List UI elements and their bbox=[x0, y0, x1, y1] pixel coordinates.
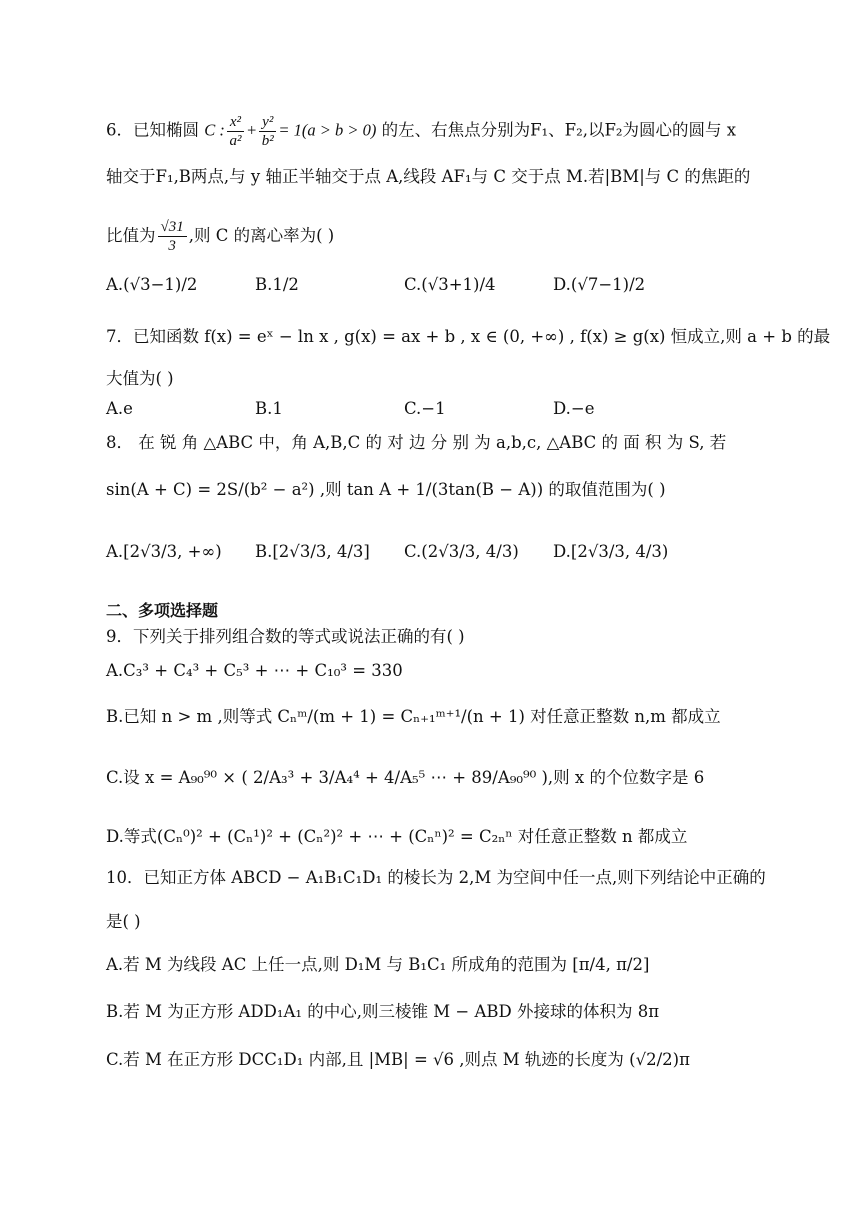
q8-line2: sin(A + C) = 2S/(b² − a²) ,则 tan A + 1/(3tan(B − A)) 的取值范围为( ) bbox=[106, 480, 666, 499]
q6-line2: 轴交于F₁,B两点,与 y 轴正半轴交于点 A,线段 AF₁与 C 交于点 M.若|BM|与 C 的焦距的 bbox=[106, 167, 751, 186]
q6-ratio: $\frac{√31}{3}$ bbox=[158, 218, 187, 255]
q10-stem-line1: 10．已知正方体 ABCD − A₁B₁C₁D₁ 的棱长为 2,M 为空间中任一点,则下列结论中正确的 bbox=[106, 868, 766, 887]
q6-option-c: C.(√3+1)/4 bbox=[404, 275, 496, 294]
q6-line1-pre: 6．已知椭圆 bbox=[106, 120, 199, 140]
q6-ellipse-formula: C : $\frac{\text{x²}}{\text{a²}}$ + $\frac{\text{y²}}{\text{b²}}$ = 1(a > b > 0) bbox=[204, 114, 377, 149]
q8-line1: 8． 在 锐 角 △ABC 中，角 A,B,C 的 对 边 分 别 为 a,b,c, △ABC 的 面 积 为 S, 若 bbox=[106, 433, 727, 452]
q9-option-a: A.C₃³ + C₄³ + C₅³ + ⋯ + C₁₀³ = 330 bbox=[106, 661, 403, 680]
q8-option-a: A.[2√3/3, +∞) bbox=[106, 542, 222, 561]
q6-option-a: A.(√3−1)/2 bbox=[106, 275, 198, 294]
q8-option-c: C.(2√3/3, 4/3) bbox=[404, 542, 519, 561]
q7-option-a: A.e bbox=[106, 399, 133, 418]
q7-line1: 7．已知函数 f(x) = eˣ − ln x , g(x) = ax + b , x ∈ (0, +∞) , f(x) ≥ g(x) 恒成立,则 a + b 的最 bbox=[106, 327, 831, 346]
q6-line3 bbox=[106, 218, 334, 255]
q7-line2: 大值为( ) bbox=[106, 369, 174, 388]
q10-option-c: C.若 M 在正方形 DCC₁D₁ 内部,且 |MB| = √6 ,则点 M 轨迹的长度为 (√2/2)π bbox=[106, 1050, 690, 1069]
q8-option-b: B.[2√3/3, 4/3] bbox=[255, 542, 370, 561]
q10-stem-line2: 是( ) bbox=[106, 912, 141, 931]
q6-line1-post: 的左、右焦点分别为F₁、F₂,以F₂为圆心的圆与 x bbox=[381, 120, 737, 140]
q7-option-d: D.−e bbox=[553, 399, 595, 418]
q9-stem: 9．下列关于排列组合数的等式或说法正确的有( ) bbox=[106, 627, 465, 646]
section-heading: 二、多项选择题 bbox=[106, 601, 219, 620]
q7-option-b: B.1 bbox=[255, 399, 283, 418]
q9-option-b: B.已知 n > m ,则等式 Cₙᵐ/(m + 1) = Cₙ₊₁ᵐ⁺¹/(n + 1) 对任意正整数 n,m 都成立 bbox=[106, 707, 721, 726]
q6-line1 bbox=[106, 113, 736, 150]
q6-option-d: D.(√7−1)/2 bbox=[553, 275, 646, 294]
q10-option-b: B.若 M 为正方形 ADD₁A₁ 的中心,则三棱锥 M − ABD 外接球的体积为 8π bbox=[106, 1002, 660, 1021]
q6-line3-pre: 比值为 bbox=[106, 226, 156, 245]
q8-option-d: D.[2√3/3, 4/3) bbox=[553, 542, 669, 561]
q7-option-c: C.−1 bbox=[404, 399, 446, 418]
q9-option-c: C.设 x = A₉₀⁹⁰ × ( 2/A₃³ + 3/A₄⁴ + 4/A₅⁵ ⋯ + 89/A₉₀⁹⁰ ),则 x 的个位数字是 6 bbox=[106, 768, 705, 787]
q9-option-d: D.等式(Cₙ⁰)² + (Cₙ¹)² + (Cₙ²)² + ⋯ + (Cₙⁿ)² = C₂ₙⁿ 对任意正整数 n 都成立 bbox=[106, 827, 688, 846]
q10-option-a: A.若 M 为线段 AC 上任一点,则 D₁M 与 B₁C₁ 所成角的范围为 [π/4, π/2] bbox=[106, 955, 650, 974]
q6-option-b: B.1/2 bbox=[255, 275, 299, 294]
q6-line3-post: ,则 C 的离心率为( ) bbox=[188, 226, 335, 245]
